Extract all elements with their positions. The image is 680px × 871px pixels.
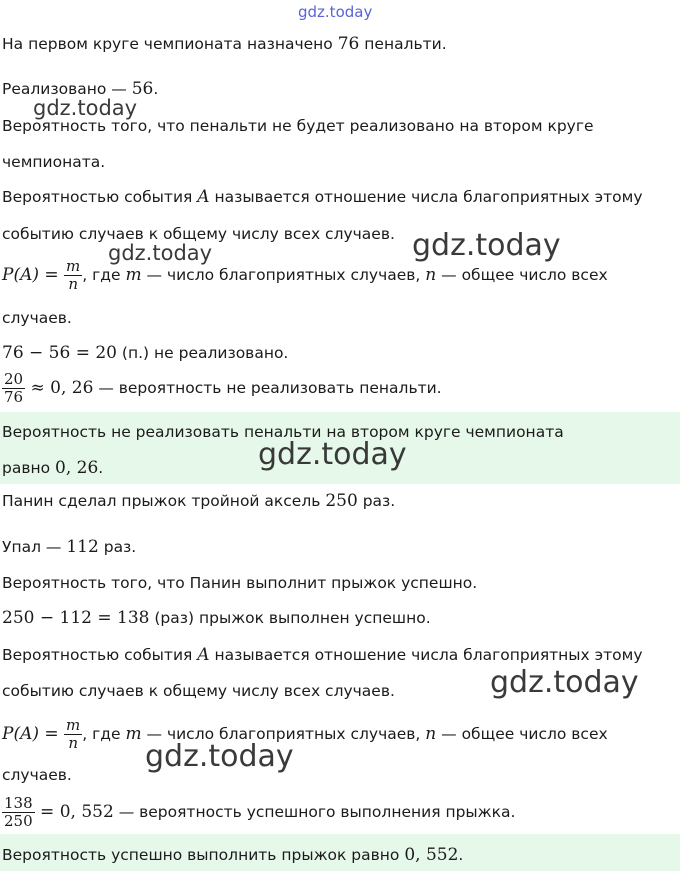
task1-calculation: 76 − 56 = 20 (п.) не реализовано. [2, 343, 289, 363]
task1-question-line2: чемпионата. [2, 153, 106, 171]
task2-definition-line2: событию случаев к общему числу всех случаев. [2, 682, 395, 700]
task1-realized: Реализовано — 56. [2, 79, 159, 99]
task1-question-line1: Вероятность того, что пенальти не будет реализовано на втором круге [2, 117, 594, 135]
task2-answer: Вероятность успешно выполнить прыжок равно 0, 552. [2, 845, 464, 865]
task1-formula: P(A) = $\frac{m}{n}$ , где m — число благоприятных случаев, n — общее число всех [2, 257, 608, 293]
task2-definition-line1: Вероятностью события A называется отношение числа благоприятных этому [2, 645, 643, 665]
task2-probability: $\frac{138}{250}$ = 0, 552 — вероятность успешного выполнения прыжка. [4, 794, 516, 830]
task2-formula-line2: случаев. [2, 766, 72, 784]
watermark-top: gdz.today [298, 3, 373, 21]
task1-definition-line1: Вероятностью события A называется отношение числа благоприятных этому [2, 187, 643, 207]
watermark: gdz.today [412, 228, 561, 263]
task1-formula-line2: случаев. [2, 309, 72, 327]
watermark: gdz.today [490, 665, 639, 700]
task2-statement: Панин сделал прыжок тройной аксель 250 раз. [2, 491, 396, 511]
task1-definition-line2: событию случаев к общему числу всех случаев. [2, 225, 395, 243]
task2-formula: P(A) = $\frac{m}{n}$ , где m — число благоприятных случаев, n — общее число всех [2, 716, 608, 752]
watermark: gdz.today [258, 437, 407, 472]
task1-answer-line2: равно 0, 26. [2, 458, 104, 478]
watermark: gdz.today [108, 241, 213, 265]
task1-probability: $\frac{20}{76}$ ≈ 0, 26 — вероятность не реализовать пенальти. [4, 370, 442, 406]
watermark: gdz.today [33, 96, 138, 120]
task2-calculation: 250 − 112 = 138 (раз) прыжок выполнен успешно. [2, 608, 431, 628]
task1-answer-line1: Вероятность не реализовать пенальти на втором круге чемпионата [2, 423, 564, 441]
task2-fell: Упал — 112 раз. [2, 537, 137, 557]
task2-question: Вероятность того, что Панин выполнит прыжок успешно. [2, 574, 478, 592]
task1-statement: На первом круге чемпионата назначено 76 пенальти. [2, 34, 447, 54]
watermark: gdz.today [145, 739, 294, 774]
